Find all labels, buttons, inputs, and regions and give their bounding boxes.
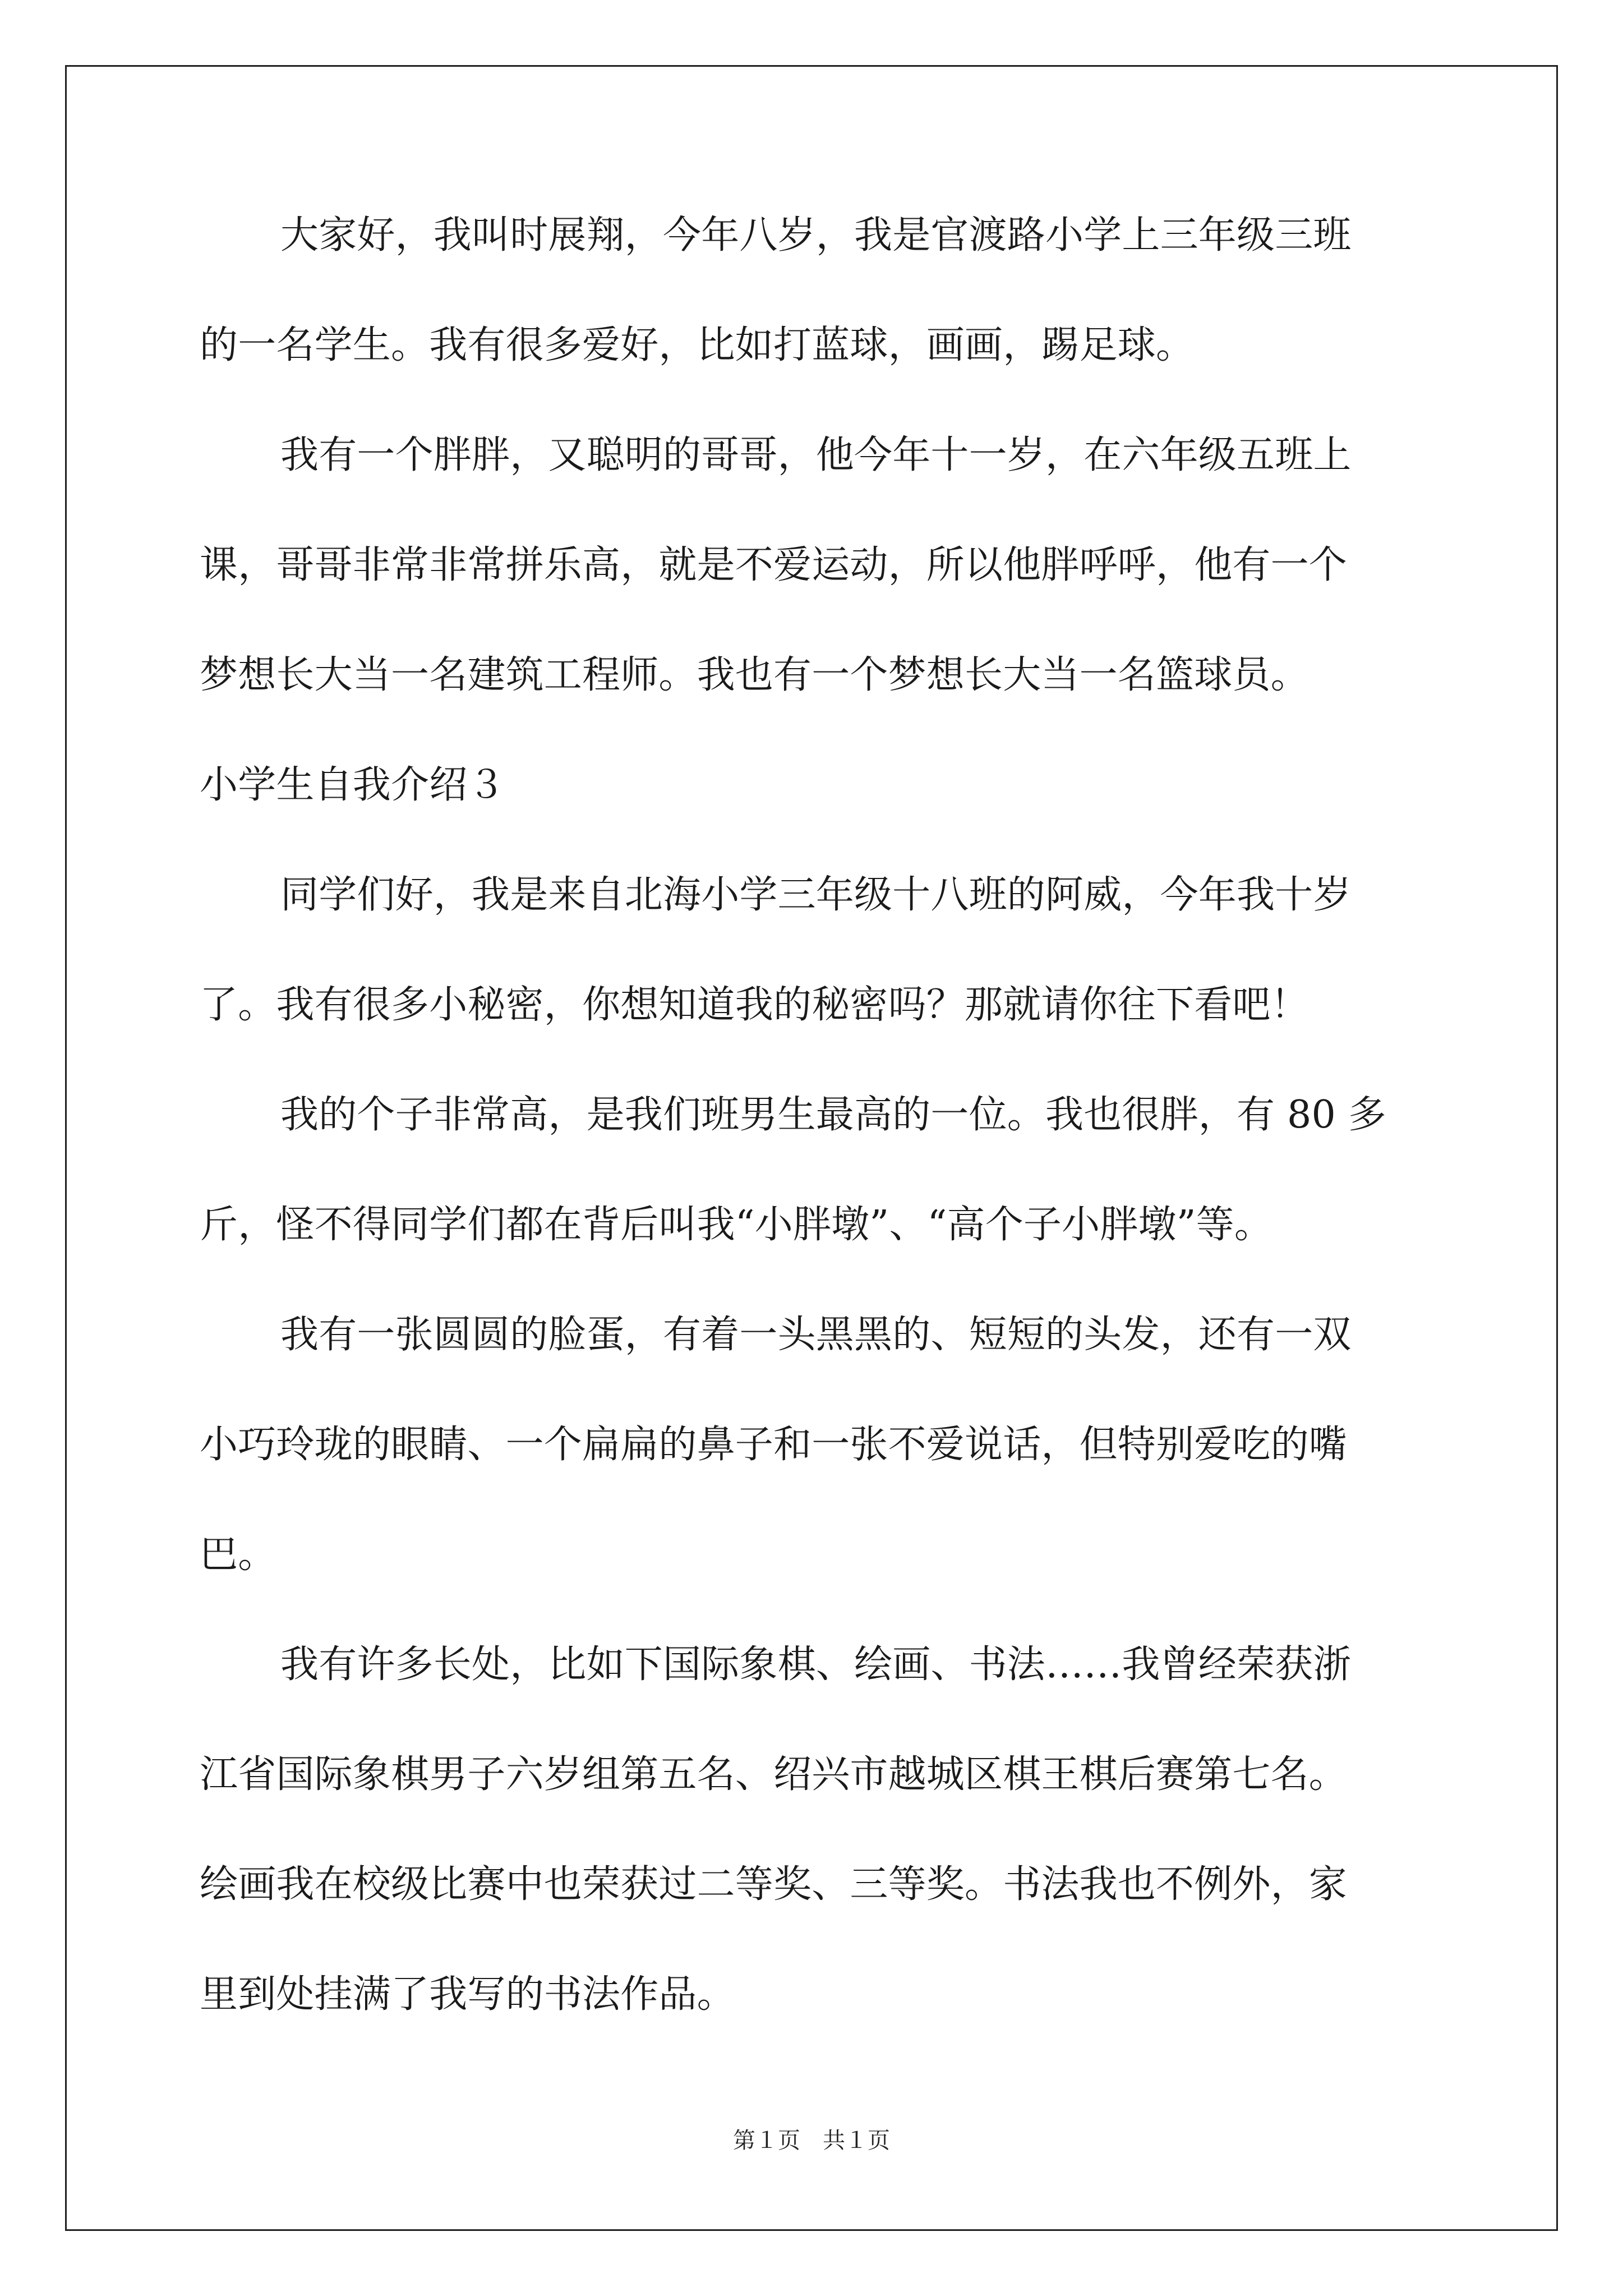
- paragraph-line: 了。我有很多小秘密，你想知道我的秘密吗？那就请你往下看吧！: [200, 983, 1309, 1027]
- paragraph-line: 我有许多长处，比如下国际象棋、绘画、书法……我曾经荣获浙: [280, 1642, 1352, 1687]
- paragraph-line: 小巧玲珑的眼睛、一个扁扁的鼻子和一张不爱说话，但特别爱吃的嘴: [200, 1423, 1348, 1467]
- paragraph-line: 大家好，我叫时展翔，今年八岁，我是官渡路小学上三年级三班: [280, 213, 1352, 257]
- paragraph-line: 斤，怪不得同学们都在背后叫我“小胖墩”、“高个子小胖墩”等。: [200, 1203, 1273, 1247]
- paragraph-line: 梦想长大当一名建筑工程师。我也有一个梦想长大当一名篮球员。: [200, 653, 1309, 697]
- paragraph-line: 我有一个胖胖，又聪明的哥哥，他今年十一岁，在六年级五班上: [280, 433, 1352, 477]
- paragraph-line: 我的个子非常高，是我们班男生最高的一位。我也很胖，有 80 多: [280, 1093, 1386, 1137]
- paragraph-line: 巴。: [200, 1533, 276, 1577]
- section-heading: 小学生自我介绍３: [200, 763, 506, 807]
- paragraph-line: 的一名学生。我有很多爱好，比如打蓝球，画画，踢足球。: [200, 323, 1195, 367]
- paragraph-line: 绘画我在校级比赛中也荣获过二等奖、三等奖。书法我也不例外，家: [200, 1862, 1348, 1907]
- paragraph-line: 江省国际象棋男子六岁组第五名、绍兴市越城区棋王棋后赛第七名。: [200, 1752, 1348, 1797]
- page-footer: 第１页 共１页: [733, 2128, 890, 2154]
- paragraph-line: 里到处挂满了我写的书法作品。: [200, 1972, 735, 2017]
- paragraph-line: 我有一张圆圆的脸蛋，有着一头黑黑的、短短的头发，还有一双: [280, 1313, 1352, 1357]
- paragraph-line: 同学们好，我是来自北海小学三年级十八班的阿威，今年我十岁: [280, 873, 1352, 917]
- paragraph-line: 课，哥哥非常非常拼乐高，就是不爱运动，所以他胖呼呼，他有一个: [200, 543, 1348, 587]
